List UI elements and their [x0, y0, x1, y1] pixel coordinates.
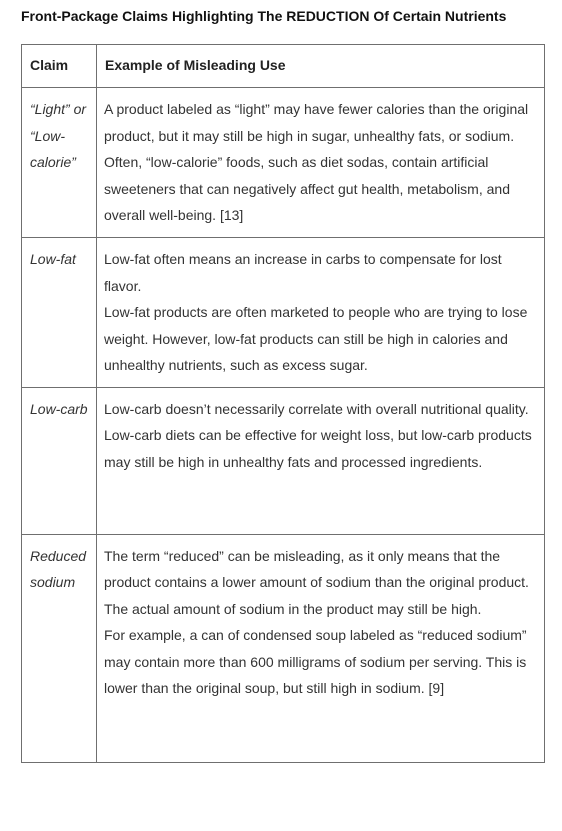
claims-table — [21, 44, 545, 763]
table-row — [22, 238, 545, 388]
table-row — [22, 88, 545, 238]
claim-column-header — [22, 45, 97, 88]
example-paragraph: Low-carb diets can be effective for weight loss, but low-carb products may still be high in unhealthy fats and processed ingredients. — [104, 427, 532, 470]
example-header-label: Example of Misleading Use — [105, 57, 286, 73]
claim-cell: “Light” or “Low-calorie” — [22, 88, 97, 238]
example-paragraph: The term “reduced” can be misleading, as it only means that the product contains a lower amount of sodium than the original product. The actual amount of sodium in the product may still be high. — [104, 547, 529, 617]
example-cell — [97, 88, 545, 238]
example-paragraph: Low-fat often means an increase in carbs to compensate for lost flavor. — [104, 251, 502, 294]
claim-cell: Low-carb — [22, 387, 97, 534]
example-paragraph: A product labeled as “light” may have fewer calories than the original product, but it may still be high in sugar, unhealthy fats, or sodium. Often, “low-calorie” foods, such as diet sodas, contain artificial sweeteners that can negatively affect gut health, metabolism, and overall well-being. [13] — [104, 101, 529, 223]
example-cell — [97, 534, 545, 762]
example-cell — [97, 238, 545, 388]
example-paragraph: For example, a can of condensed soup labeled as “reduced sodium” may contain more than 600 milligrams of sodium per serving. This is lower than the original soup, but still high in sodium. [9] — [104, 627, 527, 696]
page-title: Front-Package Claims Highlighting The REDUCTION Of Certain Nutrients — [21, 8, 507, 24]
example-cell — [97, 387, 545, 534]
table-row — [22, 387, 545, 534]
claim-header-label: Claim — [30, 57, 69, 73]
example-column-header — [97, 45, 545, 88]
claim-cell: Low-fat — [22, 238, 97, 388]
example-paragraph: Low-fat products are often marketed to people who are trying to lose weight. However, low-fat products can still be high in calories and unhealthy nutrients, such as excess sugar. — [104, 304, 528, 373]
table-header-row — [22, 45, 545, 88]
table-row — [22, 534, 545, 762]
claim-cell: Reduced sodium — [22, 534, 97, 762]
example-paragraph: Low-carb doesn’t necessarily correlate with overall nutritional quality. — [104, 400, 529, 417]
